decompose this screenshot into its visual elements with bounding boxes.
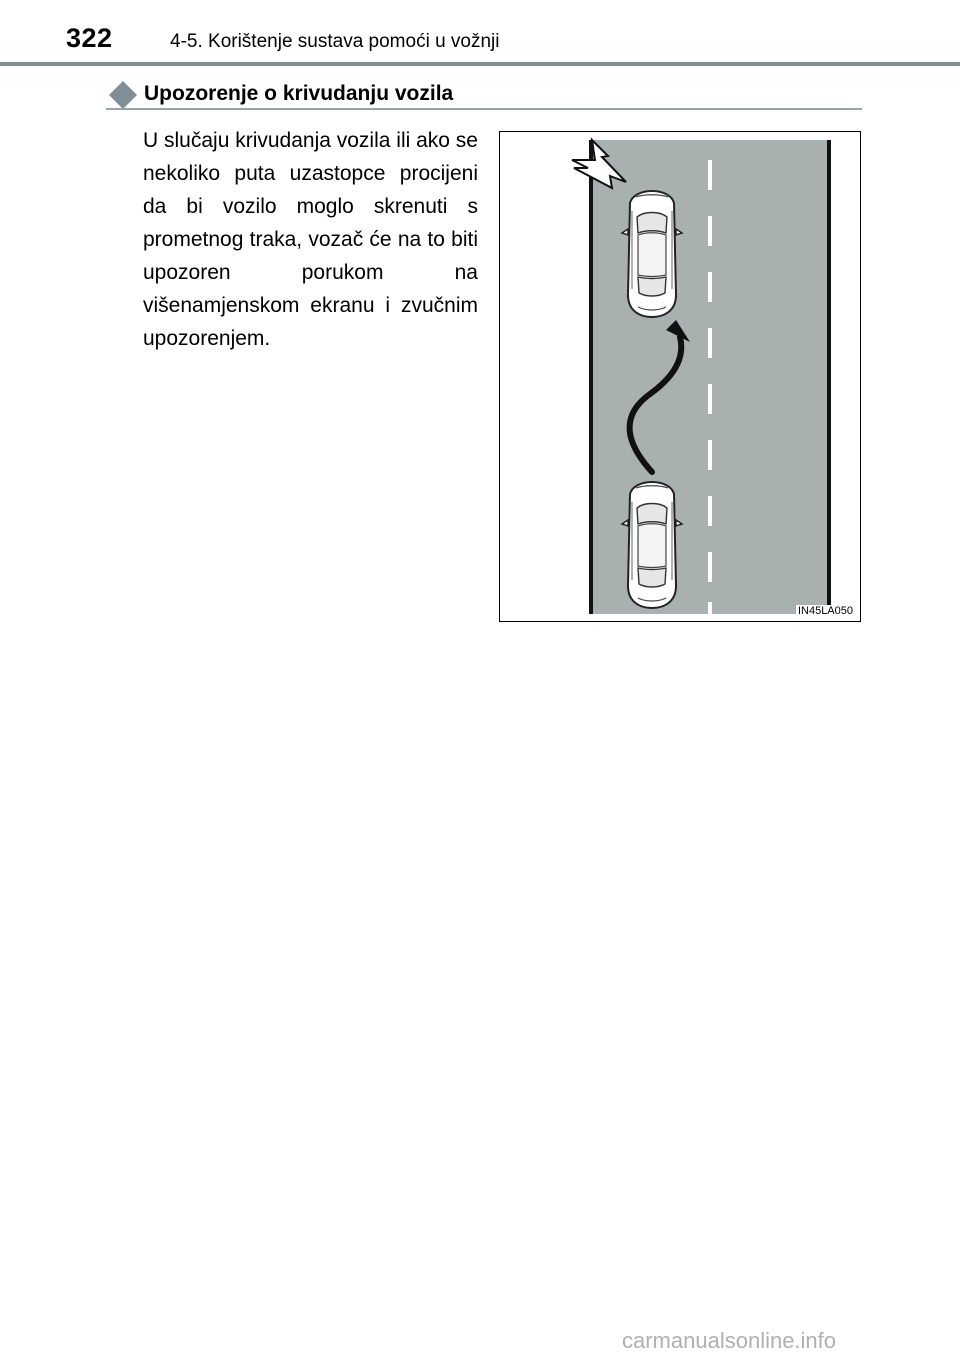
figure-lane-departure	[499, 131, 861, 622]
page-number: 322	[66, 23, 113, 53]
car-icon	[622, 482, 682, 608]
diamond-bullet-icon	[108, 80, 138, 110]
section-rule	[106, 108, 862, 110]
watermark: carmanualsonline.info	[622, 1328, 837, 1353]
header-rule	[0, 62, 960, 66]
road-surface	[591, 140, 829, 614]
section-body: U slučaju krivudanja vozila ili ako se nekoliko puta uzastopce procijeni da bi vozilo moglo skrenuti s prometnog traka, vozač će na to biti upozoren porukom na višenamjenskom ekranu i zvučnim upozorenjem.	[143, 129, 478, 350]
header-title: 4-5. Korištenje sustava pomoći u vožnji	[170, 31, 500, 52]
road-illustration	[500, 132, 860, 621]
section-title: Upozorenje o krivudanju vozila	[144, 82, 454, 105]
figure-code: IN45LA050	[797, 605, 853, 617]
car-icon	[622, 191, 682, 317]
